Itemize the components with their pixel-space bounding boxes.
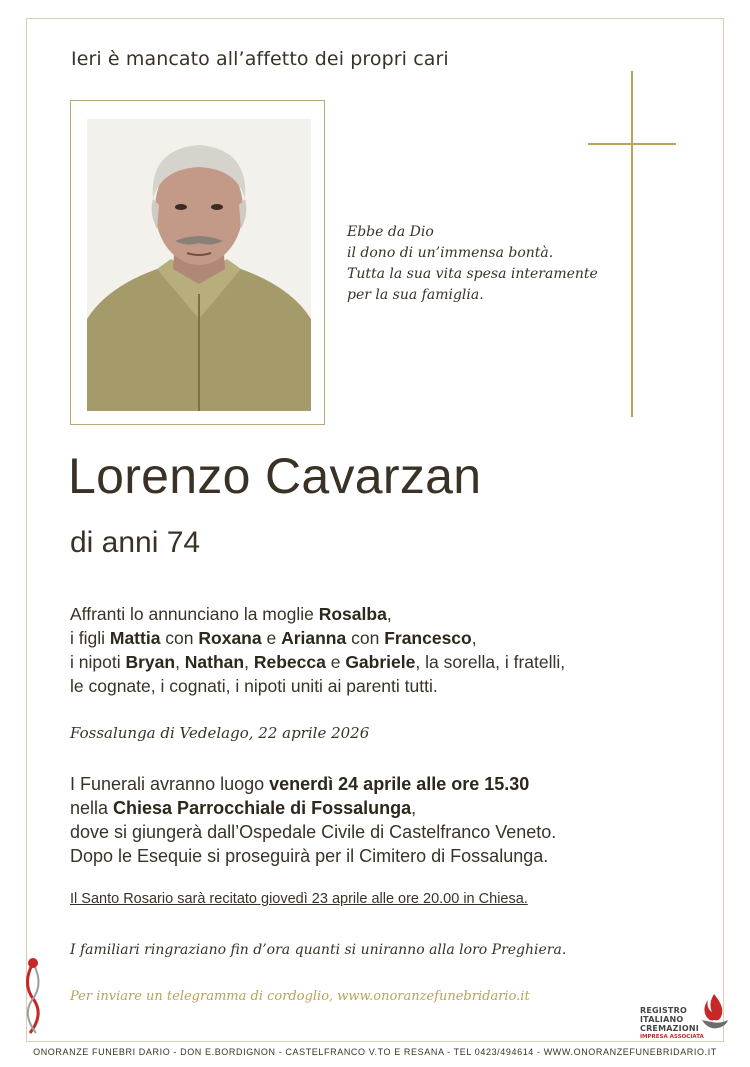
registro-subtitle: IMPRESA ASSOCIATA [640,1034,704,1040]
text: , [386,604,392,624]
daughter-partner-name: Francesco [384,628,472,648]
flame-hands-icon [698,990,730,1034]
funeral-church: Chiesa Parrocchiale di Fossalunga [113,798,412,818]
announcement-line [70,626,690,650]
deceased-name: Lorenzo Cavarzan [68,448,482,504]
intro-text: Ieri è mancato all’affetto dei propri cari [71,48,449,70]
portrait-frame [70,100,325,425]
text: nella [70,798,114,818]
grandchild-name: Gabriele [345,652,416,672]
registro-cremazioni-logo [640,990,730,1040]
text: Affranti lo annunciano la moglie [70,604,319,624]
funeral-line: dove si giungerà dall’Ospedale Civile di Castelfranco Veneto. [70,822,557,842]
quote-line: Ebbe da Dio [347,224,434,240]
text: , [244,652,254,672]
grandchild-name: Rebecca [253,652,326,672]
registro-line: REGISTRO [640,1006,687,1015]
ribbon-logo-icon [18,955,48,1035]
quote-line: per la sua famiglia. [347,287,484,303]
cross-vertical-bar [631,71,633,417]
portrait-photo [87,119,311,411]
registro-text [640,1006,699,1033]
text: , [471,628,477,648]
epitaph-quote [347,222,607,306]
son-name: Mattia [109,628,161,648]
text: con [346,628,385,648]
wife-name: Rosalba [318,604,387,624]
registro-line: ITALIANO [640,1015,684,1024]
announcement-line [70,650,690,674]
text: e [325,652,346,672]
place-and-date: Fossalunga di Vedelago, 22 aprile 2026 [70,724,370,742]
telegram-link[interactable]: Per inviare un telegramma di cordoglio, www.onoranzefunebridario.it [70,989,530,1004]
son-partner-name: Roxana [198,628,262,648]
quote-line: il dono di un’immensa bontà. [347,245,554,261]
daughter-name: Arianna [281,628,347,648]
footer-contact: ONORANZE FUNEBRI DARIO - DON E.BORDIGNON - CASTELFRANCO V.TO E RESANA - TEL 0423/494614 - WWW.ONORANZEFUNEBRIDARIO.IT [33,1047,717,1057]
deceased-age: di anni 74 [70,526,201,559]
funeral-line [70,772,690,796]
rosary-notice: Il Santo Rosario sarà recitato giovedì 23 aprile alle ore 20.00 in Chiesa. [70,891,528,907]
announcement-line: le cognate, i cognati, i nipoti uniti ai parenti tutti. [70,676,438,696]
family-announcement [70,602,690,698]
funeral-datetime: venerdì 24 aprile alle ore 15.30 [269,774,530,794]
text: con [160,628,199,648]
registro-line: CREMAZIONI [640,1024,699,1033]
funeral-details [70,772,690,868]
text: i nipoti [70,652,126,672]
grandchild-name: Bryan [125,652,176,672]
announcement-line [70,602,690,626]
text: i figli [70,628,110,648]
text: I Funerali avranno luogo [70,774,270,794]
text: , [411,798,417,818]
funeral-line [70,796,690,820]
cross-horizontal-bar [588,143,676,145]
text: , [175,652,185,672]
grandchild-name: Nathan [184,652,245,672]
text: e [261,628,282,648]
funeral-line: Dopo le Esequie si proseguirà per il Cimitero di Fossalunga. [70,846,549,866]
thanks-note: I familiari ringraziano fin d’ora quanti si uniranno alla loro Preghiera. [70,942,567,958]
text: , la sorella, i fratelli, [415,652,566,672]
quote-line: Tutta la sua vita spesa interamente [347,266,598,282]
